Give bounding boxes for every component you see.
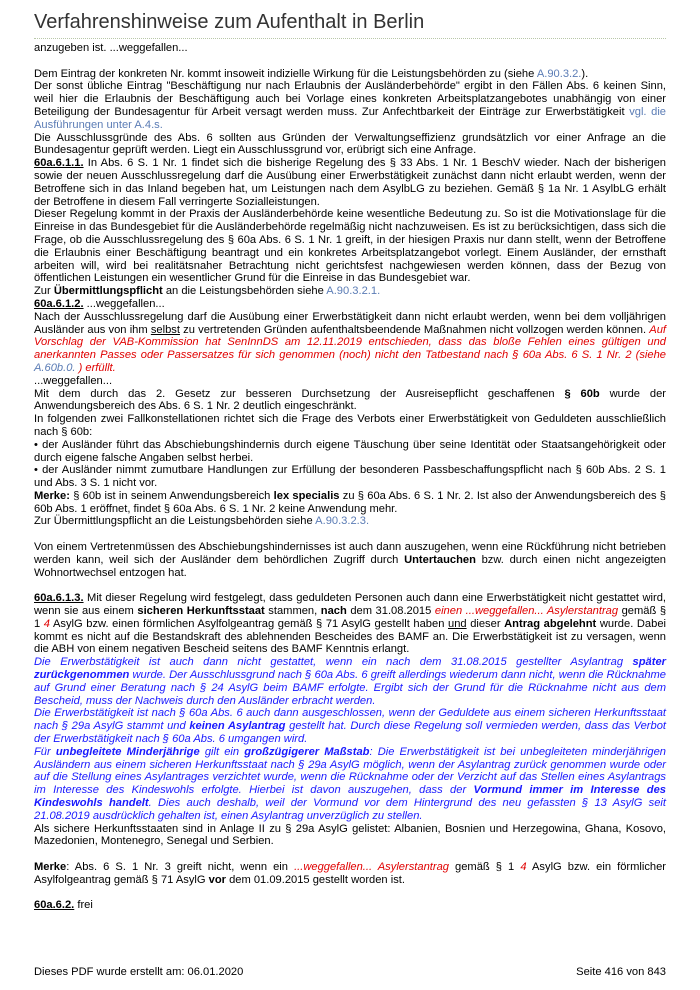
- reference-link[interactable]: A.90.3.2.: [536, 67, 582, 80]
- paragraph: Für unbegleitete Minderjährige gilt ein großzügigerer Maßstab: Die Erwerbstätigkeit ist bei unbegleiteten minderjährigen Ausländern aus einem sicheren Herkunftsstaat nach § 29a AsylG möglich, wenn der Asylantrag zurück genommen wurde oder auf die Stellung eines Asylantrages verzichtet wurde, wenn die Rücknahme oder der Verzicht auf das Stellen eines Asylantrags im Interesse des Kindeswohls erfolgte. Hierbei ist davon auszugehen, dass der Vormund immer im Interesse des Kindeswohls handelt. Dies auch deshalb, weil der Vormund vor dem Hintergrund des neu gefassten § 13 AsylG seit 21.08.2019 ausdrücklich gehalten ist, einen Asylantrag unverzüglich zu stellen.: [34, 745, 666, 822]
- amendment-text: 4: [43, 617, 50, 630]
- list-item: • der Ausländer nimmt zumutbare Handlungen zur Erfüllung der besonderen Passbeschaffungspflicht nach § 60b Abs. 2 S. 1 und Abs. 3 S. 1 nicht vor.: [34, 464, 666, 490]
- list-item: • der Ausländer führt das Abschiebungshindernis durch eigene Täuschung über seine Identität oder Staatsangehörigkeit oder durch eigene falsche Angaben selbst herbei.: [34, 438, 666, 464]
- paragraph: 60a.6.2. frei: [34, 899, 93, 912]
- paragraph: In folgenden zwei Fallkonstellationen richtet sich die Frage des Verbots einer Erwerbstätigkeit von Geduldeten ausschließlich nach § 60b:: [34, 413, 666, 438]
- amendment-text: einen ...weggefallen... Asylerstantrag: [434, 605, 619, 618]
- reference-link[interactable]: vgl. die Ausführungen unter A.4.s.: [34, 105, 666, 131]
- paragraph: Der sonst übliche Eintrag "Beschäftigung nur nach Erlaubnis der Ausländerbehörde" ergibt in den Fällen Abs. 6 keinen Sinn, weil hier die Erlaubnis der Beschäftigung auch bei Vorlage eines konkreten Arbeitsplatzangebotes unabhängig von einer Beteiligung der Bundesagentur für Arbeit versagt werden muss. Zur Anfechtbarkeit der Einträge zur Erwerbstätigkeit vgl. die Ausführungen unter A.4.s.: [34, 80, 666, 131]
- amendment-text: ...weggefallen... Asylerstantrag: [294, 861, 449, 873]
- page-title: Verfahrenshinweise zum Aufenthalt in Berlin: [34, 11, 425, 33]
- amendment-text: 4: [520, 861, 527, 873]
- paragraph: anzugeben ist. ...weggefallen...: [34, 42, 188, 54]
- paragraph: ...weggefallen...: [34, 374, 113, 387]
- section-number: 60a.6.1.2.: [34, 297, 84, 310]
- paragraph: Zur Übermittlungspflicht an die Leistungsbehörden siehe A.90.3.2.1.: [34, 285, 381, 298]
- paragraph: 60a.6.1.3. Mit dieser Regelung wird festgelegt, dass geduldeten Personen auch dann eine Erwerbstätigkeit nicht gestattet wird, wenn sie aus einem sicheren Herkunftsstaat stammen, nach dem 31.08.2015 einen ...weggefallen... Asylerstantrag gemäß § 1 4 AsylG bzw. einen förmlichen Asylfolgeantrag gemäß § 71 AsylG gestellt haben und dieser Antrag abgelehnt wurde. Dabei kommt es nicht auf die Bestandskraft des ablehnenden Bescheides des BAMF an. Die Erwerbstätigkeit ist zu versagen, wenn die ABH von einem negativen Bescheid seitens des BAMF Kenntnis erlangt.: [34, 592, 667, 656]
- pdf-created-date: Dieses PDF wurde erstellt am: 06.01.2020: [34, 966, 244, 978]
- paragraph: 60a.6.1.2. ...weggefallen...: [34, 297, 165, 310]
- page-header: [34, 8, 666, 39]
- section-number: 60a.6.1.3.: [34, 592, 84, 605]
- paragraph: Die Erwerbstätigkeit ist nach § 60a Abs. 6 auch dann ausgeschlossen, wenn der Geduldete aus einem sicheren Herkunftsstaat nach § 29a AsylG stammt und keinen Asylantrag gestellt hat. Durch diese Regelung soll vermieden werden, dass das Verbot der Erwerbstätigkeit nach § 60a Abs. 6 umgangen wird.: [34, 707, 666, 746]
- section-number: 60a.6.1.1.: [34, 157, 84, 170]
- page-number: Seite 416 von 843: [576, 966, 666, 978]
- page-footer: [34, 966, 666, 978]
- amendment-text: Auf Vorschlag der VAB-Kommission hat SenInnDS am 12.11.2019 entschieden, dass das bloße Fehlen eines gültigen und anerkannten Passes oder Passersatzes für sich genommen (noch) nicht den Tatbestand nach § 60a Abs. 6 S. 1 Nr. 2 (siehe: [34, 323, 666, 362]
- paragraph: Nach der Ausschlussregelung darf die Ausübung einer Erwerbstätigkeit dann nicht erlaubt werden, wenn bei dem volljährigen Ausländer aus von ihm selbst zu vertretenden Gründen aufenthaltsbeendende Maßnahmen nicht vollzogen werden können. Auf Vorschlag der VAB-Kommission hat SenInnDS am 12.11.2019 entschieden, dass das bloße Fehlen eines gültigen und anerkannten Passes oder Passersatzes für sich genommen (noch) nicht den Tatbestand nach § 60a Abs. 6 S. 1 Nr. 2 (siehe A.60b.0. ) erfüllt.: [34, 310, 666, 374]
- reference-link[interactable]: A.90.3.2.3.: [315, 515, 370, 528]
- paragraph: Die Ausschlussgründe des Abs. 6 sollten aus Gründen der Verwaltungseffizienz grundsätzlich vor einer Anfrage an die Bundesagentur geprüft werden. Liegt ein Ausschlussgrund vor, erübrigt sich eine Anfrage.: [34, 131, 666, 157]
- paragraph: Zur Übermittlungspflicht an die Leistungsbehörden siehe A.90.3.2.3.: [34, 515, 370, 528]
- paragraph: 60a.6.1.1. In Abs. 6 S. 1 Nr. 1 findet sich die bisherige Regelung des § 33 Abs. 1 Nr. 1 BeschV wieder. Nach der bisherigen sowie der neuen Ausschlussregelung darf die Ausübung einer Erwerbstätigkeit zunächst dann nicht erlaubt werden, wenn der Betroffene sich in das Inland begeben hat, um Leistungen nach dem AsylbLG zu beziehen. Gemäß § 1a Nr. 1 AsylbLG erhält der Betroffene in diesem Fall verringerte Sozialleistungen.: [34, 157, 666, 208]
- paragraph: Dieser Regelung kommt in der Praxis der Ausländerbehörde keine wesentliche Bedeutung zu. So ist die Motivationslage für die Einreise in das Bundesgebiet für die Ausländerbehörde regelmäßig nicht nachzuweisen. Es ist zu berücksichtigen, dass sich die Frage, ob die Ausschlussregelung des § 60a Abs. 6 S. 1 Nr. 1 greift, in der hiesigen Praxis nur dann stellt, wenn der Betroffene die Erlaubnis einer Beschäftigung beantragt und ein konkretes Arbeitsplatzangebot vorlegt. Einem Ausländer, der ernsthaft arbeiten will, wird bei realitätsnaher Betrachtung nicht gerichtsfest nachgewiesen werden können, dass der Bezug von öffentlichen Leistungen ein wesentlicher Grund für die Einreise in das Bundesgebiet war.: [34, 208, 666, 285]
- paragraph: Merke: Abs. 6 S. 1 Nr. 3 greift nicht, wenn ein ...weggefallen... Asylerstantrag gemäß § 1 4 AsylG bzw. ein förmlicher Asylfolgeantrag gemäß § 71 AsylG vor dem 01.09.2015 gestellt worden ist.: [34, 861, 667, 886]
- section-number: 60a.6.2.: [34, 899, 75, 912]
- paragraph: Merke: § 60b ist in seinem Anwendungsbereich lex specialis zu § 60a Abs. 6 S. 1 Nr. 2. Ist also der Anwendungsbereich des § 60b Abs. 1 eröffnet, findet § 60a Abs. 6 S. 1 Nr. 2 keine Anwendung mehr.: [34, 489, 666, 515]
- paragraph: Mit dem durch das 2. Gesetz zur besseren Durchsetzung der Ausreisepflicht geschaffenen § 60b wurde der Anwendungsbereich des Abs. 6 S. 1 Nr. 2 deutlich eingeschränkt.: [34, 387, 666, 413]
- paragraph: Dem Eintrag der konkreten Nr. kommt insoweit indizielle Wirkung für die Leistungsbehörden zu (siehe A.90.3.2.).: [34, 67, 589, 80]
- paragraph: Von einem Vertretenmüssen des Abschiebungshindernisses ist auch dann auszugehen, wenn eine Rückführung nicht betrieben werden kann, weil sich der Ausländer dem behördlichen Zugriff durch Untertauchen bzw. durch einen nicht angezeigten Wohnortwechsel entzogen hat.: [34, 541, 667, 579]
- reference-link[interactable]: A.60b.0.: [34, 361, 76, 374]
- document-body: [34, 42, 666, 912]
- paragraph: Die Erwerbstätigkeit ist auch dann nicht gestattet, wenn ein nach dem 31.08.2015 gestellter Asylantrag später zurückgenommen wurde. Der Ausschlussgrund nach § 60a Abs. 6 greift allerdings wiederum dann nicht, wenn die Rücknahme auf Grund einer Beratung nach § 24 AsylG beim BAMF erfolgte. Ergibt sich der Grund für die Rücknahme nicht aus dem Bescheid, muss der Nachweis durch den Ausländer erbracht werden.: [34, 656, 666, 707]
- amendment-text: ) erfüllt.: [75, 361, 116, 374]
- reference-link[interactable]: A.90.3.2.1.: [326, 285, 381, 298]
- paragraph: Als sichere Herkunftsstaaten sind in Anlage II zu § 29a AsylG gelistet: Albanien, Bosnien und Herzegowina, Ghana, Kosovo, Mazedonien, Montenegro, Senegal und Serbien.: [34, 822, 666, 848]
